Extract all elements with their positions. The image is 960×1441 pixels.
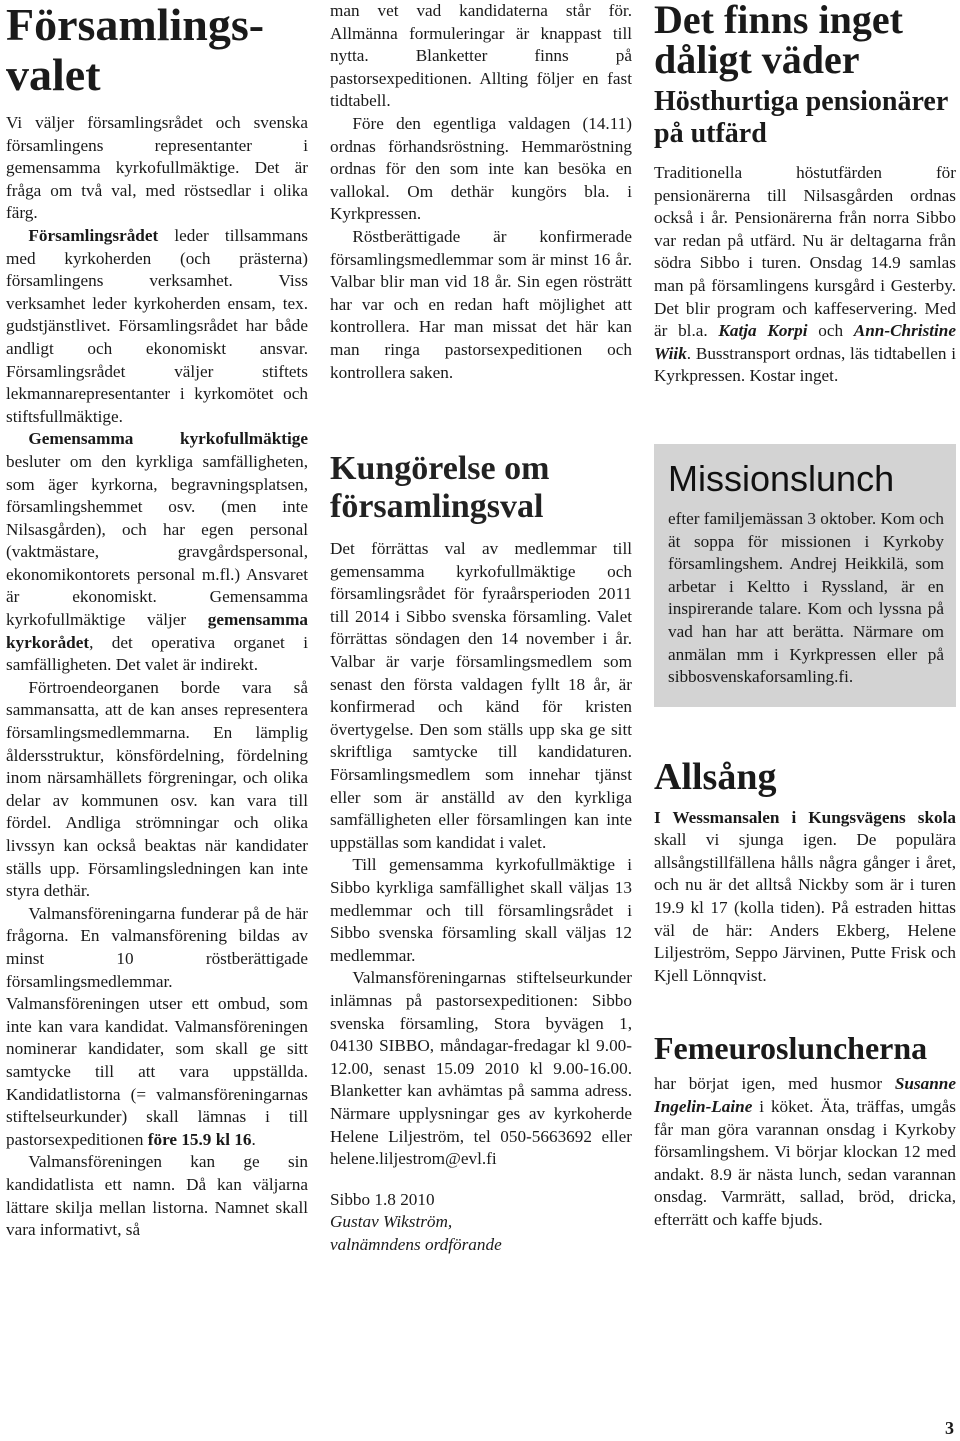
paragraph-text: har börjat igen, med husmor (654, 1074, 895, 1094)
paragraph-text: , det operativa organet i samfälligheten. Det valet är indirekt. (6, 632, 308, 675)
article-title-femeuro: Femeurosluncherna (654, 1030, 928, 1067)
paragraph-text: skall vi sjunga igen. De populära allsångstillfällena hålls några gånger i året, och nu är det alltså Nickby som är i turen 19.9 kl 17 (kolla tiden). På estraden hittas väl de här: Anders Ekberg, Helene Liljeström, Seppo Järvinen, Putte Frisk och Kjell Lönnqvist. (654, 830, 956, 985)
paragraph: Före den egentliga valdagen (14.11) ordnas förhandsröstning. Hemmaröstning ordnas för den som inte kan besöka en vallokal. Om dethär kungörs bla. i Kyrkpressen. (330, 113, 632, 224)
article-subtitle-pensionarer: Hösthurtiga pensionärer på utfärd (654, 86, 948, 149)
column-2 (330, 0, 632, 1257)
signature-date: Sibbo 1.8 2010 (330, 1189, 435, 1209)
person-name: Ann-Christine Wiik (654, 321, 956, 363)
paragraph (654, 807, 956, 988)
paragraph (654, 162, 956, 388)
paragraph: Till gemensamma kyrkofullmäktige i Sibbo kyrkliga samfällighet skall väljas 13 medlemmar och till församlingsrådet i Sibbo svenska församling skall väljas 12 medlemmar. (330, 855, 632, 965)
deadline: före 15.9 kl 16 (147, 1129, 252, 1149)
bold-lead: Gemensamma kyrkofullmäktige (28, 429, 308, 449)
paragraph (6, 428, 308, 677)
column-3 (654, 0, 956, 1232)
signature-name-text: Gustav Wikström, (330, 1212, 453, 1232)
paragraph: Vi väljer församlingsrådet och svenska församlingens representanter i gemensamma kyrkofullmäktige. Det är fråga om två val, med röstsedlar i olika färg. (6, 113, 308, 223)
signature-name (330, 1211, 632, 1234)
article-title-allsang: Allsång (654, 755, 777, 798)
paragraph: man vet vad kandidaterna står för. Allmänna formuleringar är knappast till nytta. Blanketter finns på pastorsexpeditionen. Allting följer en fast tidtabell. (330, 1, 632, 111)
column-1 (6, 0, 308, 1242)
paragraph: efter familjemässan 3 oktober. Kom och ät soppa för missionen i Kyrkoby församlingshem. Andrej Heikkilä, som arbetar i Keltto i Ryssland, är en inspirerande talare. Kom och lyssna på vad han har att berätta. Närmare om anmälan mm i Kyrkpressen eller på sibbosvenskaforsamling.fi. (668, 508, 944, 687)
article-title-forsamlingsvalet: Församlings-valet (6, 0, 265, 100)
paragraph (6, 903, 308, 1152)
paragraph-text: Traditionella höstutfärden för pensionärerna till Nilsasgården ordnas också i år. Pensionärerna från norra Sibbo var redan på utfärd. Nu är deltagarna från södra Sibbo i turen. Onsdag 14.9 samlas man på församlingens kursgård i Gesterby. Det blir program och kaffeservering. Med är bl.a. (654, 163, 956, 341)
paragraph-text: leder tillsammans med kyrkoherden (och prästerna) församlingens verksamhet. Viss verksamhet leder kyrkoherden ensam, tex. gudstjänstlivet. Församlingsrådet har både andligt och ekonomiskt ansvar. Församlingsrådet väljer stiftets lekmannarepresentanter i kyrkomötet och stiftsfullmäktige. (6, 225, 308, 426)
person-name: Susanne Ingelin-Laine (654, 1074, 956, 1117)
article-title-vader: Det finns inget dåligt väder (654, 0, 903, 82)
signature-role-text: valnämndens ordförande (330, 1234, 502, 1254)
article-title-kungorelse: Kungörelse om församlingsval (330, 450, 550, 526)
paragraph: Röstberättigade är konfirmerade församlingsmedlemmar som är minst 16 år. Valbar blir man vid 18 år. Sin egen rösträtt har var och en redan haft möjlighet att kontrollera. Har man missat det här kan man ringa pastorsexpeditionen och kontrollera saken. (330, 226, 632, 382)
bold-lead: Församlingsrådet (28, 225, 159, 245)
missionslunch-box (654, 444, 956, 707)
paragraph-text: . (251, 1129, 256, 1149)
paragraph (654, 1073, 956, 1231)
paragraph: Valmansföreningen kan ge sin kandidatlista ett namn. Då kan väljarna lättare skilja mellan listorna. Namnet skall vara informativt, så (6, 1152, 308, 1240)
box-title-missionslunch: Missionslunch (668, 457, 895, 499)
bold-lead: I Wessmansalen i Kungsvägens skola (654, 807, 956, 827)
paragraph: Förtroendeorganen borde vara så sammansatta, att de kan anses representera församlingsmedlemmarna. En lämplig åldersstruktur, könsfördelning, fördelning inom närsamhällets förgreningar, och olika delar av kommunen osv. kan vara till fördel. Andliga strömningar och olika livssyn kan också beaktas när kandidater ställs upp. Församlingsledningen kan inte styra dethär. (6, 677, 308, 901)
paragraph: Valmansföreningarnas stiftelseurkunder inlämnas på pastorsexpeditionen: Sibbo svenska församling, Stora byvägen 1, 04130 SIBBO, måndagar-fredagar kl 9.00-12.00, senast 15.09 2010 kl 9.00-16.00. Blanketter kan avhämtas på samma adress. Närmare upplysningar ges av kyrkoherde Helene Liljeström, tel 050-5663692 eller helene.liljestrom@evl.fi (330, 968, 632, 1169)
signature-role (330, 1234, 632, 1257)
paragraph: Det förrättas val av medlemmar till gemensamma kyrkofullmäktige och församlingsrådet för fyraårsperioden 2011 till 2014 i Sibbo svenska församling. Valet förrättas söndagen den 14 november i år. Valbar är varje församlingsmedlem som senast den första valdagen fyllt 18 år, är konfirmerad och känd för kristen övertygelse. Den som ställs upp ska ge sitt skriftliga samtycke till kandidaturen. Församlingsmedlem som innehar tjänst eller som är anställd av den kyrkliga samfälligheten eller församlingen kan inte uppställas som kandidat i valet. (330, 539, 632, 852)
page-number: 3 (945, 1418, 954, 1438)
paragraph-text: Valmansföreningarna funderar på de här frågorna. En valmansförening bildas av minst 10 röstberättigade församlingsmedlemmar. Valmansföreningen utser ett ombud, som inte kan vara kandidat. Valmansföreningen nominerar kandidater, som skall ge sitt samtycke till att vara uppställda. Kandidatlistorna (= valmansföreningarnas stiftelseurkunder) skall lämnas i till pastorsexpeditionen (6, 903, 308, 1149)
paragraph-text: och (807, 321, 854, 341)
paragraph-text: besluter om den kyrkliga samfälligheten, som äger kyrkorna, begravningsplatsen, församlingshemmet osv. (men inte Nilsasgården), och har egen personal (vaktmästare, gravgårdspersonal, ekonomikontorets personal m.fl.) Ansvaret är ekonomiskt. Gemensamma kyrkofullmäktige väljer (6, 451, 308, 630)
person-name: Katja Korpi (718, 321, 808, 341)
paragraph-text: . Busstransport ordnas, läs tidtabellen i Kyrkpressen. Kostar inget. (654, 343, 956, 386)
paragraph-text: i köket. Äta, träffas, umgås får man göra varannan onsdag i Kyrkoby församlingshem. Vi börjar klockan 12 med andakt. 8.9 är nästa lunch, sedan varannan onsdag. Varmrätt, sallad, bröd, dricka, efterrätt och kaffe bjuds. (654, 1097, 956, 1229)
paragraph (6, 225, 308, 428)
bold-term: gemensamma kyrkorådet (6, 610, 308, 652)
